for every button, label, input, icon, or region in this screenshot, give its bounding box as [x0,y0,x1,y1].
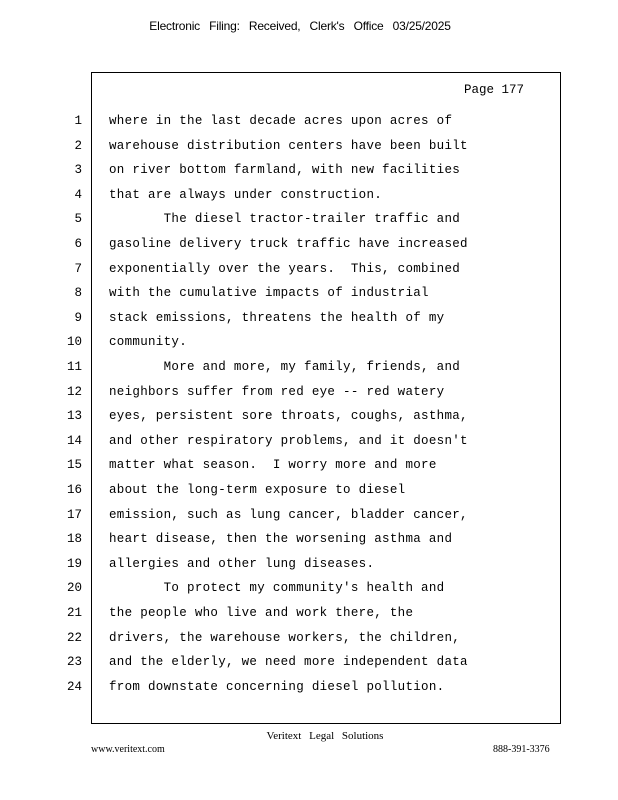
line-number: 18 [66,532,82,547]
line-text: neighbors suffer from red eye -- red watery [109,384,445,399]
transcript-line [0,139,618,163]
transcript-line [0,606,618,630]
line-text: gasoline delivery truck traffic have increased [109,237,468,251]
line-text: More and more, my family, friends, and [109,360,461,374]
line-number: 15 [66,458,82,473]
transcript-line [0,483,618,507]
line-text: and other respiratory problems, and it doesn't [109,433,468,448]
page-number: Page 177 [463,83,524,97]
line-number: 23 [66,655,82,670]
line-text: eyes, persistent sore throats, coughs, asthma, [109,409,468,424]
line-number: 6 [74,237,82,251]
transcript-line [0,557,618,581]
line-number: 14 [66,433,82,448]
line-text: heart disease, then the worsening asthma and [109,532,453,547]
line-number: 19 [66,556,82,571]
transcript-line [0,262,618,286]
transcript-line [0,335,618,359]
line-text: emission, such as lung cancer, bladder cancer, [109,507,468,522]
line-number: 13 [66,409,82,424]
transcript-line [0,508,618,532]
transcript-line [0,532,618,556]
line-number: 4 [74,187,82,202]
line-number: 21 [66,606,82,620]
transcript-line [0,237,618,261]
line-text: the people who live and work there, the [109,606,414,620]
transcript-line [0,655,618,679]
filing-stamp-header: Electronic Filing: Received, Clerk's Office 03/25/2025 [149,19,451,33]
transcript-line [0,458,618,482]
line-number: 22 [66,630,82,645]
line-text: and the elderly, we need more independent data [109,655,468,670]
line-number: 20 [66,581,82,596]
line-text: community. [109,335,188,350]
line-number: 16 [66,483,82,497]
line-number: 8 [74,286,82,301]
transcript-line [0,311,618,335]
line-number: 7 [74,261,82,276]
line-text: allergies and other lung diseases. [109,556,375,571]
line-text: warehouse distribution centers have been built [109,138,468,153]
line-text: with the cumulative impacts of industrial [109,286,429,301]
transcript-line [0,163,618,187]
line-number: 3 [74,163,82,178]
footer-phone: 888-391-3376 [493,744,550,755]
line-number: 2 [74,138,82,153]
line-number: 24 [66,679,82,694]
transcript-line [0,286,618,310]
line-text: where in the last decade acres upon acres of [109,114,453,128]
line-text: stack emissions, threatens the health of my [109,310,445,325]
transcript-line [0,360,618,384]
line-text: The diesel tractor-trailer traffic and [109,212,461,227]
transcript-line [0,188,618,212]
line-number: 5 [74,212,82,227]
line-text: matter what season. I worry more and more [109,458,437,473]
line-text: from downstate concerning diesel pollution. [109,679,445,694]
footer-website: www.veritext.com [91,744,165,755]
transcript-line [0,212,618,236]
transcript-line [0,385,618,409]
transcript-line [0,409,618,433]
transcript-line [0,434,618,458]
transcript-line [0,114,618,138]
line-number: 1 [74,114,82,128]
line-text: exponentially over the years. This, combined [109,261,461,276]
line-number: 11 [66,360,82,374]
line-number: 9 [74,310,82,325]
line-number: 10 [66,335,82,350]
line-text: To protect my community's health and [109,581,445,596]
footer-company: Veritext Legal Solutions [266,730,384,742]
transcript-line [0,581,618,605]
line-text: that are always under construction. [109,187,383,202]
line-number: 17 [66,507,82,522]
line-number: 12 [66,384,82,399]
transcript-line [0,680,618,704]
line-text: about the long-term exposure to diesel [109,483,406,497]
line-text: on river bottom farmland, with new facilities [109,163,461,178]
line-text: drivers, the warehouse workers, the children, [109,630,461,645]
transcript-line [0,631,618,655]
